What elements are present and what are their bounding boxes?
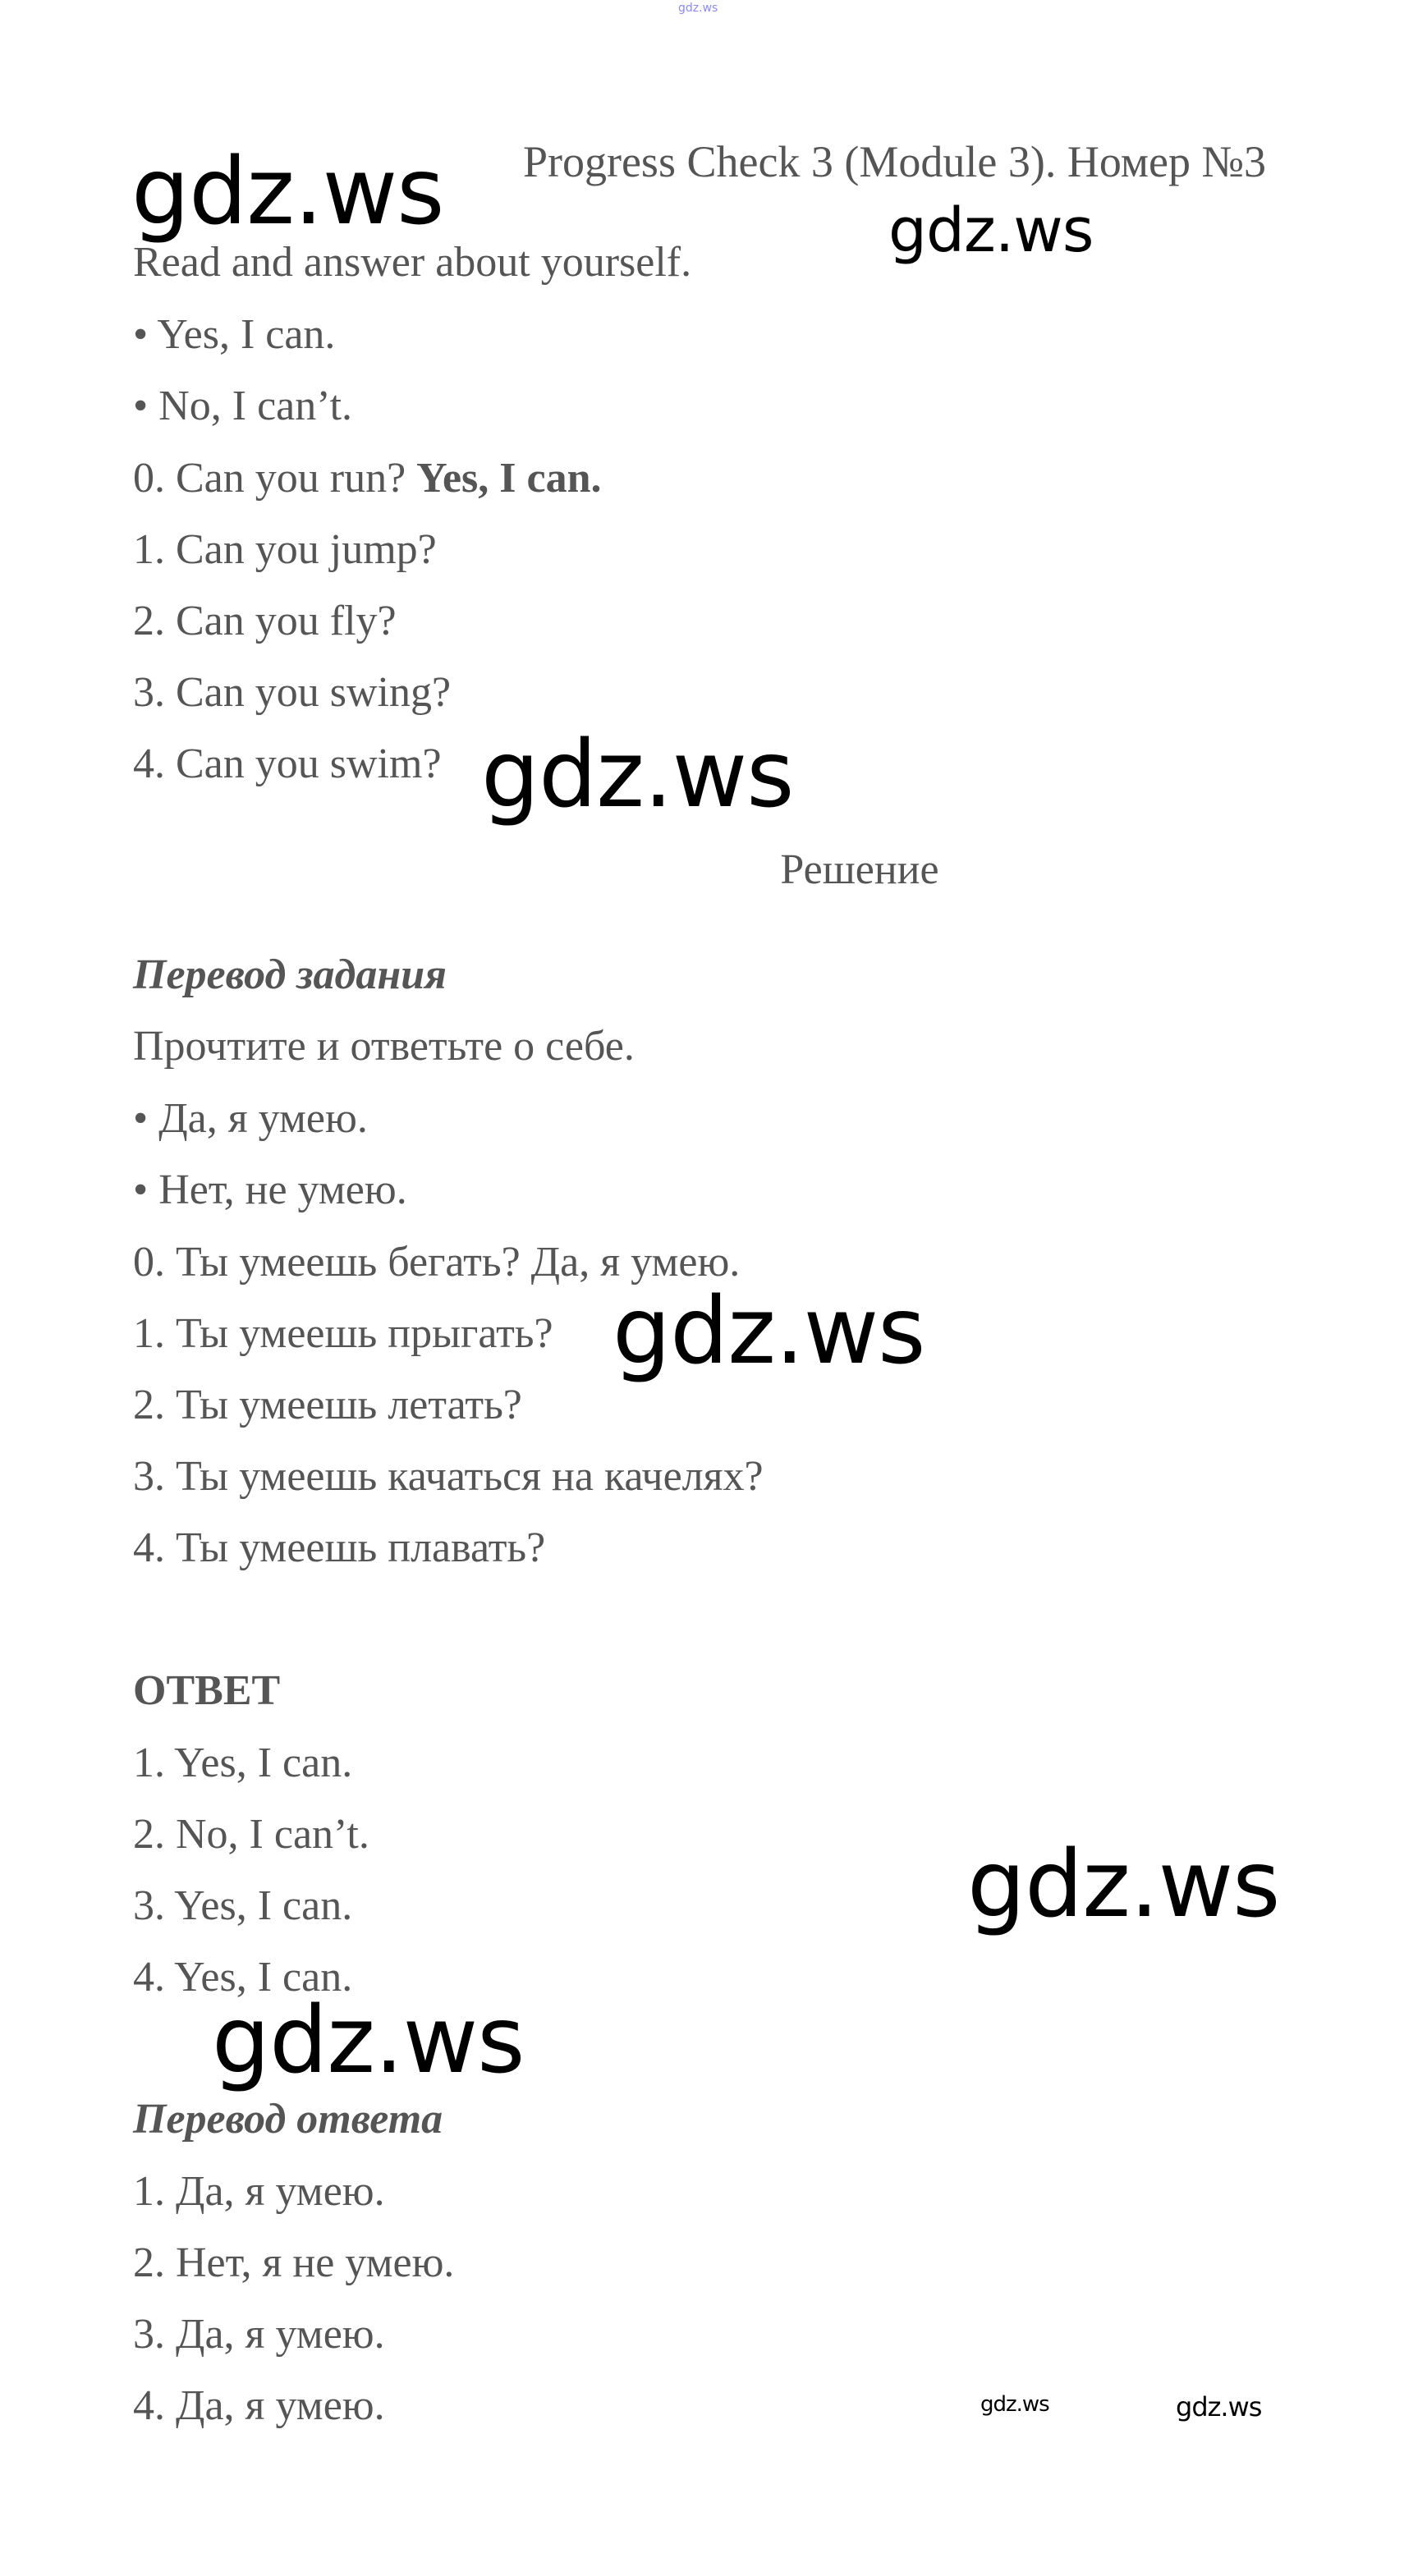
watermark-2: gdz.ws [888,195,1094,266]
example-answer: Yes, I can. [416,455,602,502]
task-question-1: 1. Can you jump? [133,526,437,573]
answer-translation-item-4: 4. Да, я умею. [133,2382,385,2429]
solution-label: Решение [780,846,939,893]
watermark-4: gdz.ws [613,1278,925,1385]
answer-item-3: 3. Yes, I can. [133,1882,353,1929]
watermark-3: gdz.ws [481,722,794,828]
translation-option-no: • Нет, не умею. [133,1167,407,1213]
task-question-3: 3. Can you swing? [133,669,452,716]
task-option-no: • No, I can’t. [133,383,353,429]
translation-question-0: 0. Ты умеешь бегать? Да, я умею. [133,1239,741,1286]
answer-translation-item-3: 3. Да, я умею. [133,2311,385,2358]
answer-translation-heading: Перевод ответа [133,2096,443,2143]
translation-heading: Перевод задания [133,951,447,998]
answer-translation-item-2: 2. Нет, я не умею. [133,2239,455,2286]
translation-instruction: Прочтите и ответьте о себе. [133,1023,635,1070]
answer-item-2: 2. No, I can’t. [133,1811,369,1858]
answer-heading: ОТВЕТ [133,1667,281,1714]
translation-question-1: 1. Ты умеешь прыгать? [133,1310,553,1357]
translation-option-yes: • Да, я умею. [133,1095,368,1142]
answer-item-4: 4. Yes, I can. [133,1954,353,2001]
task-question-2: 2. Can you fly? [133,598,397,644]
watermark-5: gdz.ws [967,1831,1280,1938]
translation-question-4: 4. Ты умеешь плавать? [133,1524,546,1571]
watermark-top: gdz.ws [678,2,718,15]
task-example [133,454,602,503]
watermark-8: gdz.ws [1176,2391,1262,2422]
page-title: Progress Check 3 (Module 3). Номер №3 [522,137,1266,186]
example-question: 0. Can you run? [133,455,406,502]
watermark-7: gdz.ws [980,2392,1049,2417]
translation-question-2: 2. Ты умеешь летать? [133,1382,522,1428]
answer-translation-item-1: 1. Да, я умею. [133,2168,385,2215]
watermark-6: gdz.ws [212,1987,525,2094]
translation-question-3: 3. Ты умеешь качаться на качелях? [133,1453,764,1500]
task-question-4: 4. Can you swim? [133,740,442,787]
answer-item-1: 1. Yes, I can. [133,1739,353,1786]
task-instruction: Read and answer about yourself. [133,239,692,286]
watermark-1: gdz.ws [131,139,444,245]
task-option-yes: • Yes, I can. [133,311,336,358]
